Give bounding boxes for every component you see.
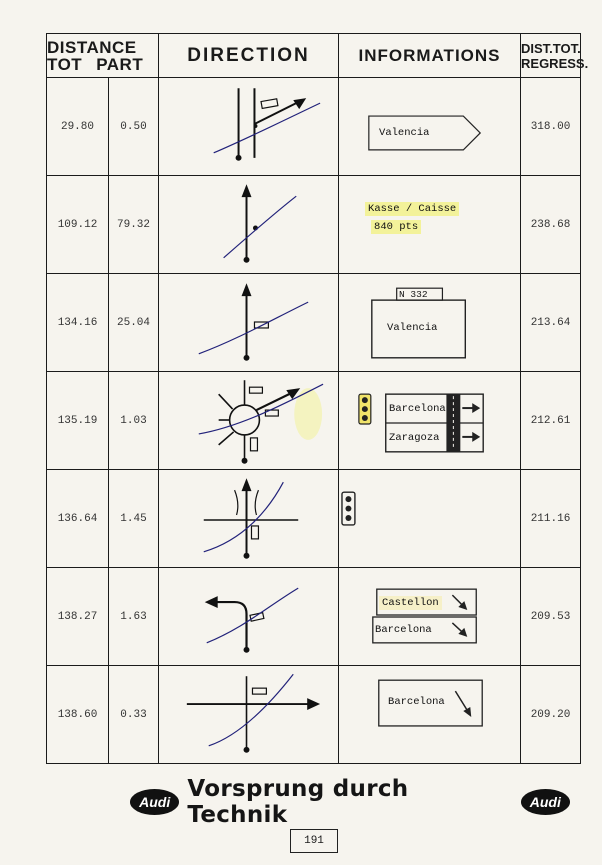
- regress-cell: 318.00: [521, 78, 581, 176]
- regress-cell: 213.64: [521, 274, 581, 372]
- footer-slogan: [130, 776, 570, 828]
- table-row: [47, 568, 581, 666]
- part-cell: 1.63: [109, 568, 159, 666]
- part-heading: PART: [96, 54, 144, 74]
- information-cell: [339, 176, 521, 274]
- information-cell: [339, 372, 521, 470]
- information-cell: [339, 470, 521, 568]
- dist-tot-heading: DIST.TOT.: [521, 40, 581, 56]
- checkpoint-label: Kasse / Caisse: [365, 202, 459, 216]
- direction-sign: [339, 666, 520, 763]
- direction-diagram: [159, 372, 339, 470]
- tot-cell: 135.19: [47, 372, 109, 470]
- table-row: [47, 274, 581, 372]
- page-number: 191: [290, 829, 338, 853]
- sign-label: Castellon: [379, 596, 442, 610]
- roadbook-table: [46, 33, 589, 764]
- audi-logo: Audi: [130, 789, 179, 815]
- traffic-light-icon: [339, 470, 520, 567]
- information-cell: [339, 666, 521, 764]
- regress-cell: 211.16: [521, 470, 581, 568]
- regress-cell: 209.53: [521, 568, 581, 666]
- direction-header: DIRECTION: [159, 34, 339, 78]
- direction-signs: [339, 568, 520, 665]
- informations-header: INFORMATIONS: [339, 34, 521, 78]
- penalty-label: 840 pts: [371, 220, 421, 234]
- junction-diagram: [159, 78, 338, 175]
- regress-cell: 238.68: [521, 176, 581, 274]
- tot-cell: 138.27: [47, 568, 109, 666]
- straight-on-diagram: [159, 176, 338, 273]
- table-row: [47, 176, 581, 274]
- tot-heading: TOT: [47, 54, 83, 74]
- tot-cell: 109.12: [47, 176, 109, 274]
- part-cell: 25.04: [109, 274, 159, 372]
- regress-cell: 209.20: [521, 666, 581, 764]
- sign-label: Barcelona: [389, 403, 446, 415]
- table-row: [47, 78, 581, 176]
- audi-logo: Audi: [521, 789, 570, 815]
- sign-label: Barcelona: [388, 696, 445, 708]
- traffic-light-and-signs: [339, 372, 520, 469]
- sign-label: Valencia: [387, 322, 438, 334]
- slogan-text: Vorsprung durch Technik: [187, 776, 409, 828]
- left-turn-diagram: [159, 568, 338, 665]
- road-number-label: N 332: [399, 289, 428, 300]
- sign-label: Zaragoza: [389, 432, 440, 444]
- direction-diagram: [159, 666, 339, 764]
- part-cell: 0.50: [109, 78, 159, 176]
- sign-label: Barcelona: [375, 624, 432, 636]
- tot-cell: 138.60: [47, 666, 109, 764]
- table-row: [47, 666, 581, 764]
- straight-on-diagram: [159, 274, 338, 371]
- sign-label: Valencia: [379, 127, 430, 139]
- dist-tot-regress-header: [521, 34, 589, 78]
- table-row: [47, 372, 581, 470]
- direction-diagram: [159, 78, 339, 176]
- information-cell: [339, 568, 521, 666]
- tot-cell: 136.64: [47, 470, 109, 568]
- right-turn-diagram: [159, 666, 338, 763]
- regress-heading: REGRESS.: [521, 55, 589, 71]
- distance-header: [47, 34, 159, 78]
- information-cell: [339, 274, 521, 372]
- tot-cell: 29.80: [47, 78, 109, 176]
- direction-diagram: [159, 274, 339, 372]
- information-cell: [339, 78, 521, 176]
- crossroads-diagram: [159, 470, 338, 567]
- direction-sign-shape: [339, 78, 520, 175]
- part-cell: 0.33: [109, 666, 159, 764]
- direction-diagram: [159, 568, 339, 666]
- distance-heading: DISTANCE: [47, 37, 137, 57]
- part-cell: 79.32: [109, 176, 159, 274]
- regress-cell: 212.61: [521, 372, 581, 470]
- tot-cell: 134.16: [47, 274, 109, 372]
- roundabout-diagram: [159, 372, 338, 469]
- part-cell: 1.45: [109, 470, 159, 568]
- direction-diagram: [159, 470, 339, 568]
- header-row: [47, 34, 581, 78]
- part-cell: 1.03: [109, 372, 159, 470]
- table-row: [47, 470, 581, 568]
- direction-diagram: [159, 176, 339, 274]
